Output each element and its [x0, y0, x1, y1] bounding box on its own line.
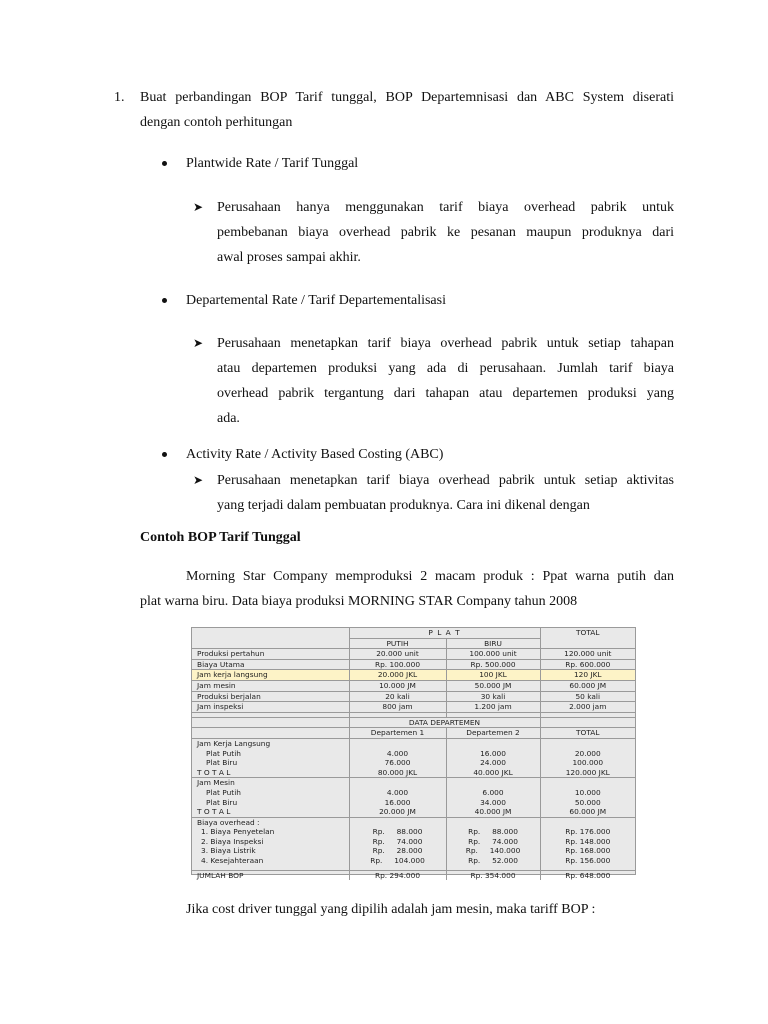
example-para-line1: Morning Star Company memproduksi 2 macam produk : Ppat warna putih dan: [186, 569, 674, 584]
table-row: Plat Putih 4.000 16.000 20.000: [192, 749, 635, 759]
table-row: 1. Biaya Penyetelan Rp. 88.000 Rp. 88.000 Rp. 176.000: [192, 827, 635, 837]
bullet-title-abc: Activity Rate / Activity Based Costing (ABC): [186, 447, 444, 462]
bullet-dot: [162, 298, 167, 303]
dept-total-header: TOTAL: [540, 728, 635, 739]
closing-line: Jika cost driver tunggal yang dipilih adalah jam mesin, maka tariff BOP :: [186, 902, 596, 917]
table-row: 2. Biaya Inspeksi Rp. 74.000 Rp. 74.000 Rp. 148.000: [192, 837, 635, 847]
abc-line1: Perusahaan menetapkan tarif biaya overhead pabrik untuk setiap aktivitas: [217, 473, 674, 488]
table-row: Jam inspeksi 800 jam 1.200 jam 2.000 jam: [192, 702, 635, 713]
total-header: TOTAL: [540, 628, 635, 638]
table-row: Produksi pertahun 20.000 unit 100.000 unit 120.000 unit: [192, 649, 635, 660]
table-row: Jam mesin 10.000 JM 50.000 JM 60.000 JM: [192, 680, 635, 691]
item1-line1: Buat perbandingan BOP Tarif tunggal, BOP Departemnisasi dan ABC System diserati: [140, 90, 674, 105]
arrow-bullet-icon: ➤: [193, 336, 204, 350]
plantwide-line1: Perusahaan hanya menggunakan tarif biaya overhead pabrik untuk: [217, 200, 674, 215]
plantwide-line2: pembebanan biaya overhead pabrik ke pesanan maupun produknya dari: [217, 225, 674, 240]
jkl-label: Jam Kerja Langsung: [197, 738, 271, 748]
table-row-total: T O T A L 20.000 JM 40.000 JM 60.000 JM: [192, 807, 635, 817]
table-row-jumlah: JUMLAH BOP Rp. 294.000 Rp. 354.000 Rp. 648.000: [192, 870, 635, 880]
table-row: 4. Kesejahteraan Rp. 104.000 Rp. 52.000 Rp. 156.000: [192, 856, 635, 866]
table-row: Plat Biru 76.000 24.000 100.000: [192, 758, 635, 768]
dept2-header: Departemen 2: [446, 728, 540, 739]
example-para-line2: plat warna biru. Data biaya produksi MORNING STAR Company tahun 2008: [140, 594, 578, 609]
table-row: Plat Putih 4.000 6.000 10.000: [192, 788, 635, 798]
overhead-label: Biaya overhead :: [197, 817, 260, 827]
bullet-dot: [162, 452, 167, 457]
bullet-title-plantwide: Plantwide Rate / Tarif Tunggal: [186, 156, 359, 171]
biru-header: BIRU: [446, 638, 540, 649]
example-heading: Contoh BOP Tarif Tunggal: [140, 530, 301, 545]
departemental-line4: ada.: [217, 411, 240, 426]
table-row: Plat Biru 16.000 34.000 50.000: [192, 798, 635, 808]
arrow-bullet-icon: ➤: [193, 473, 204, 487]
dept1-header: Departemen 1: [349, 728, 446, 739]
jm-label: Jam Mesin: [197, 778, 235, 788]
arrow-bullet-icon: ➤: [193, 200, 204, 214]
item-number: 1.: [114, 90, 125, 105]
table-row-highlighted: Jam kerja langsung 20.000 JKL 100 JKL 120 JKL: [192, 670, 635, 681]
plat-header: P L A T: [349, 628, 540, 638]
item1-line2: dengan contoh perhitungan: [140, 115, 293, 130]
table-row: Produksi berjalan 20 kali 30 kali 50 kali: [192, 691, 635, 702]
plantwide-line3: awal proses sampai akhir.: [217, 250, 361, 265]
bullet-title-departemental: Departemental Rate / Tarif Departementalisasi: [186, 293, 446, 308]
dept-data-header: DATA DEPARTEMEN: [349, 717, 540, 728]
table-row: Biaya Utama Rp. 100.000 Rp. 500.000 Rp. 600.000: [192, 659, 635, 670]
bullet-dot: [162, 161, 167, 166]
table-row-total: T O T A L 80.000 JKL 40.000 JKL 120.000 JKL: [192, 768, 635, 778]
departemental-line3: overhead pabrik tergantung dari tahapan atau departemen produksi yang: [217, 386, 674, 401]
abc-line2: yang terjadi dalam pembuatan produknya. Cara ini dikenal dengan: [217, 498, 590, 513]
departemental-line2: atau departemen produksi yang ada di perusahaan. Jumlah tarif biaya: [217, 361, 674, 376]
table-row: 3. Biaya Listrik Rp. 28.000 Rp. 140.000 Rp. 168.000: [192, 846, 635, 856]
putih-header: PUTIH: [349, 638, 446, 649]
departemental-line1: Perusahaan menetapkan tarif biaya overhead pabrik untuk setiap tahapan: [217, 336, 674, 351]
production-data-table: [191, 627, 636, 880]
